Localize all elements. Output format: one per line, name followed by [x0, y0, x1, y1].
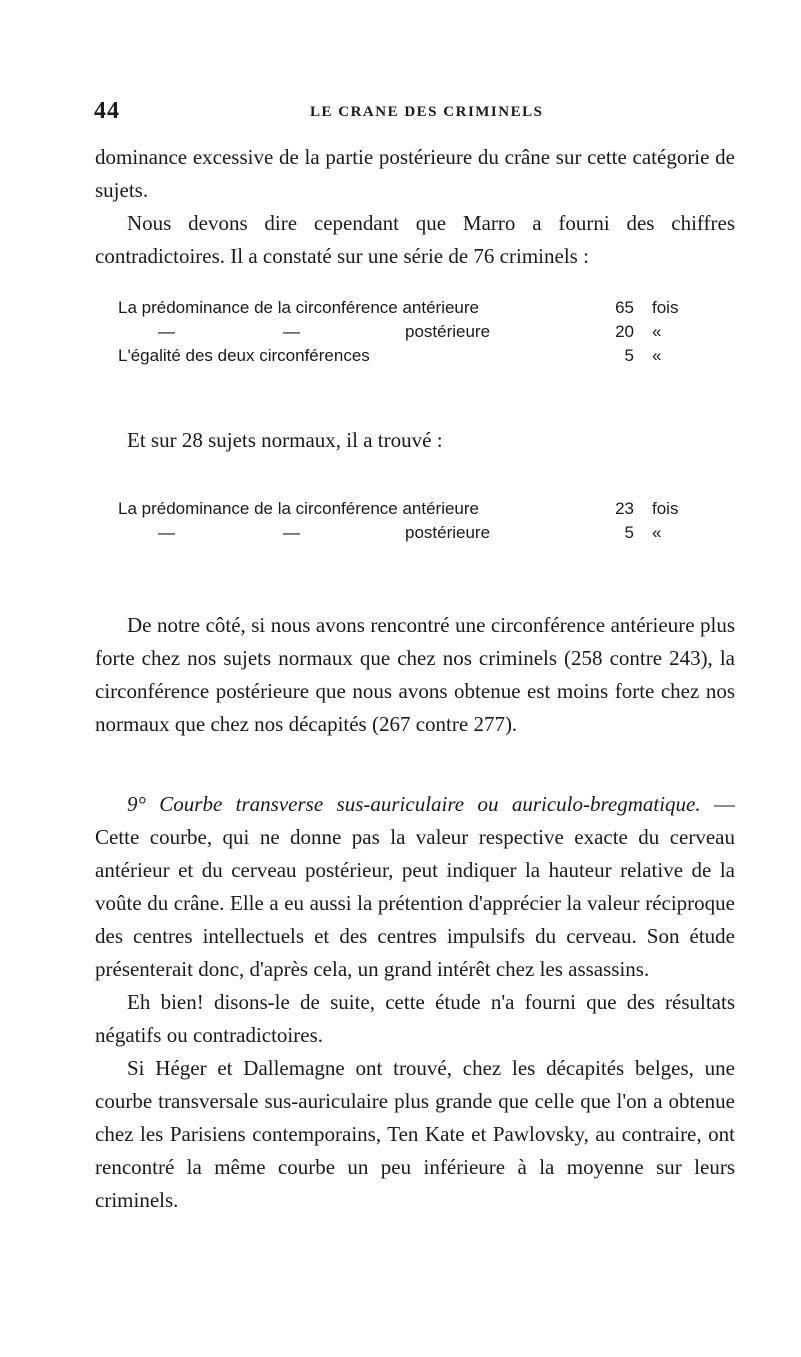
row-value: 5	[624, 346, 634, 365]
table-row	[118, 296, 718, 320]
row-label: postérieure	[405, 523, 491, 542]
paragraph-section-9	[95, 788, 735, 986]
row-unit: fois	[652, 499, 679, 518]
row-unit: fois	[652, 298, 679, 317]
table-criminels	[118, 296, 718, 368]
section-heading: 9° Courbe transverse sus-auriculaire ou auriculo-bregmatique.	[127, 792, 701, 816]
row-value: 20	[615, 322, 634, 341]
ditto-dash: —	[283, 322, 300, 341]
paragraph-normaux: Et sur 28 sujets normaux, il a trouvé :	[127, 428, 443, 452]
paragraph-marro: Nous devons dire cependant que Marro a fourni des chiffres contradictoires. Il a constaté sur une série de 76 criminels :	[95, 211, 735, 268]
row-unit: «	[652, 523, 662, 542]
paragraph-comparison: De notre côté, si nous avons rencontré une circonférence antérieure plus forte chez nos sujets normaux que chez nos criminels (258 contre 243), la circonférence postérieure que nous avons obtenue est moins forte chez nos normaux que chez nos décapités (267 contre 277).	[95, 613, 735, 736]
table-row	[118, 521, 718, 545]
normaux-intro	[95, 424, 735, 457]
ditto-dash: —	[158, 523, 175, 542]
page-number: 44	[94, 98, 120, 124]
row-value: 5	[624, 523, 634, 542]
row-label: La prédominance de la circonférence antérieure	[118, 298, 480, 317]
section-body: — Cette courbe, qui ne donne pas la valeur respective exacte du cerveau antérieur et du cerveau postérieur, peut indiquer la hauteur relative de la voûte du crâne. Elle a eu aussi la prétention d'apprécier la valeur réciproque des centres intellectuels et des centres impulsifs du cerveau. Son étude présenterait donc, d'après cela, un grand intérêt chez les assassins.	[95, 792, 735, 981]
row-value: 65	[615, 298, 634, 317]
table-row	[118, 344, 718, 368]
row-label: L'égalité des deux circonférences	[118, 346, 370, 365]
table-row	[118, 320, 718, 344]
paragraph-continuation: dominance excessive de la partie postérieure du crâne sur cette catégorie de sujets.	[95, 145, 735, 202]
paragraph-heger: Si Héger et Dallemagne ont trouvé, chez les décapités belges, une courbe transversale sus-auriculaire plus grande que celle que l'on a obtenue chez les Parisiens contemporains, Ten Kate et Pawlovsky, au contraire, ont rencontré la même courbe un peu inférieure à la moyenne sur leurs criminels.	[95, 1056, 735, 1212]
row-value: 23	[615, 499, 634, 518]
ditto-dash: —	[158, 322, 175, 341]
row-unit: «	[652, 346, 662, 365]
table-normaux	[118, 497, 718, 545]
comparison-text	[95, 609, 735, 741]
row-label: postérieure	[405, 322, 491, 341]
table-row	[118, 497, 718, 521]
row-unit: «	[652, 322, 662, 341]
section-courbe-transverse	[95, 788, 735, 1217]
paragraph-negative-results: Eh bien! disons-le de suite, cette étude n'a fourni que des résultats négatifs ou contradictoires.	[95, 990, 735, 1047]
page-header	[94, 98, 734, 130]
row-label: La prédominance de la circonférence antérieure	[118, 499, 480, 518]
running-title: LE CRANE DES CRIMINELS	[310, 104, 544, 120]
ditto-dash: —	[283, 523, 300, 542]
opening-text	[95, 141, 735, 273]
